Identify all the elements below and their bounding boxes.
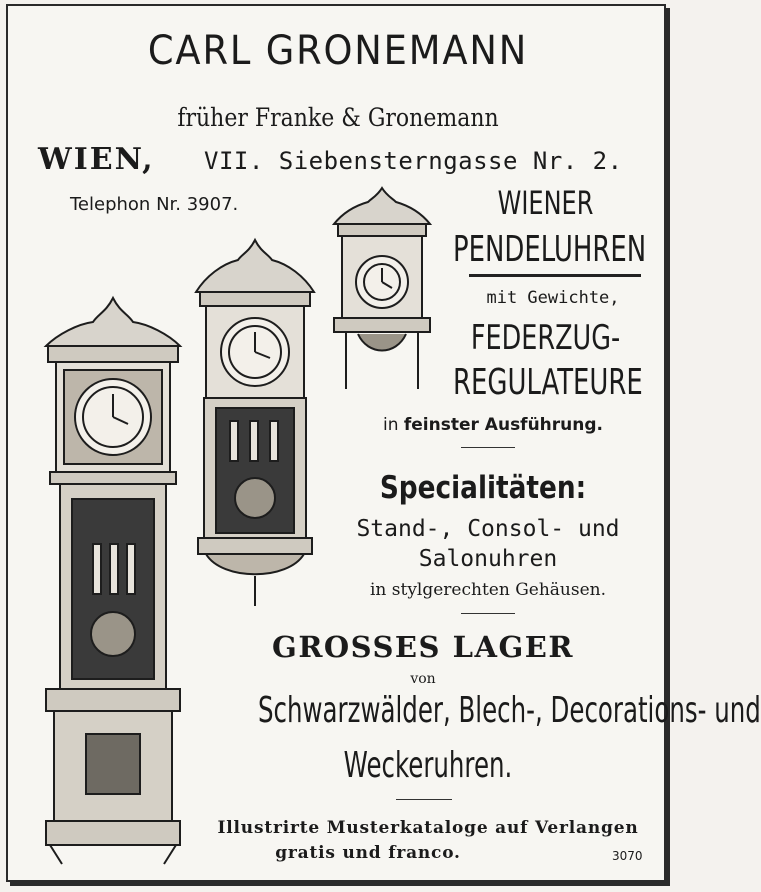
heading-pendeluhren: PENDELUHREN [453,229,647,270]
company-name: CARL GRONEMANN [147,28,529,74]
specialties-title: Specialitäten: [379,470,587,506]
divider [396,799,452,800]
clock-types-line-2: Weckeruhren. [343,745,513,786]
bracket-wall-clock-illustration [328,184,436,394]
phone-number: Telephon Nr. 3907. [70,194,239,215]
finest-quality-line [328,415,658,435]
heading-regulateure: REGULATEURE [453,362,643,403]
clock-types-line-1: Schwarzwälder, Blech-, Decorations- und [258,690,761,731]
print-number: 3070 [612,849,643,863]
divider [461,447,515,448]
catalog-line-1: Illustrirte Musterkataloge auf Verlangen [217,818,639,838]
city-name: WIEN, [38,142,155,177]
wall-regulator-clock-illustration [192,236,318,611]
grandfather-clock-illustration [38,294,188,869]
divider [469,274,641,277]
divider [461,613,515,614]
catalog-line-2: gratis und franco. [275,843,461,863]
finest-prefix: in [382,415,399,435]
stock-title: GROSSES LAGER [272,630,574,664]
formerly-line: früher Franke & Gronemann [177,103,499,132]
street-address: VII. Siebensterngasse Nr. 2. [204,147,623,175]
von-line: von [410,671,436,687]
advertisement-page [6,4,761,882]
specialties-line-1: Stand-, Consol- und [356,516,620,542]
specialties-line-3: in stylgerechten Gehäusen. [369,580,607,600]
finest-bold: feinster Ausführung. [403,415,604,435]
heading-federzug: FEDERZUG- [470,318,621,358]
weights-line: mit Gewichte, [486,288,620,308]
specialties-line-2: Salonuhren [418,546,558,572]
heading-wiener: WIENER [497,184,594,222]
